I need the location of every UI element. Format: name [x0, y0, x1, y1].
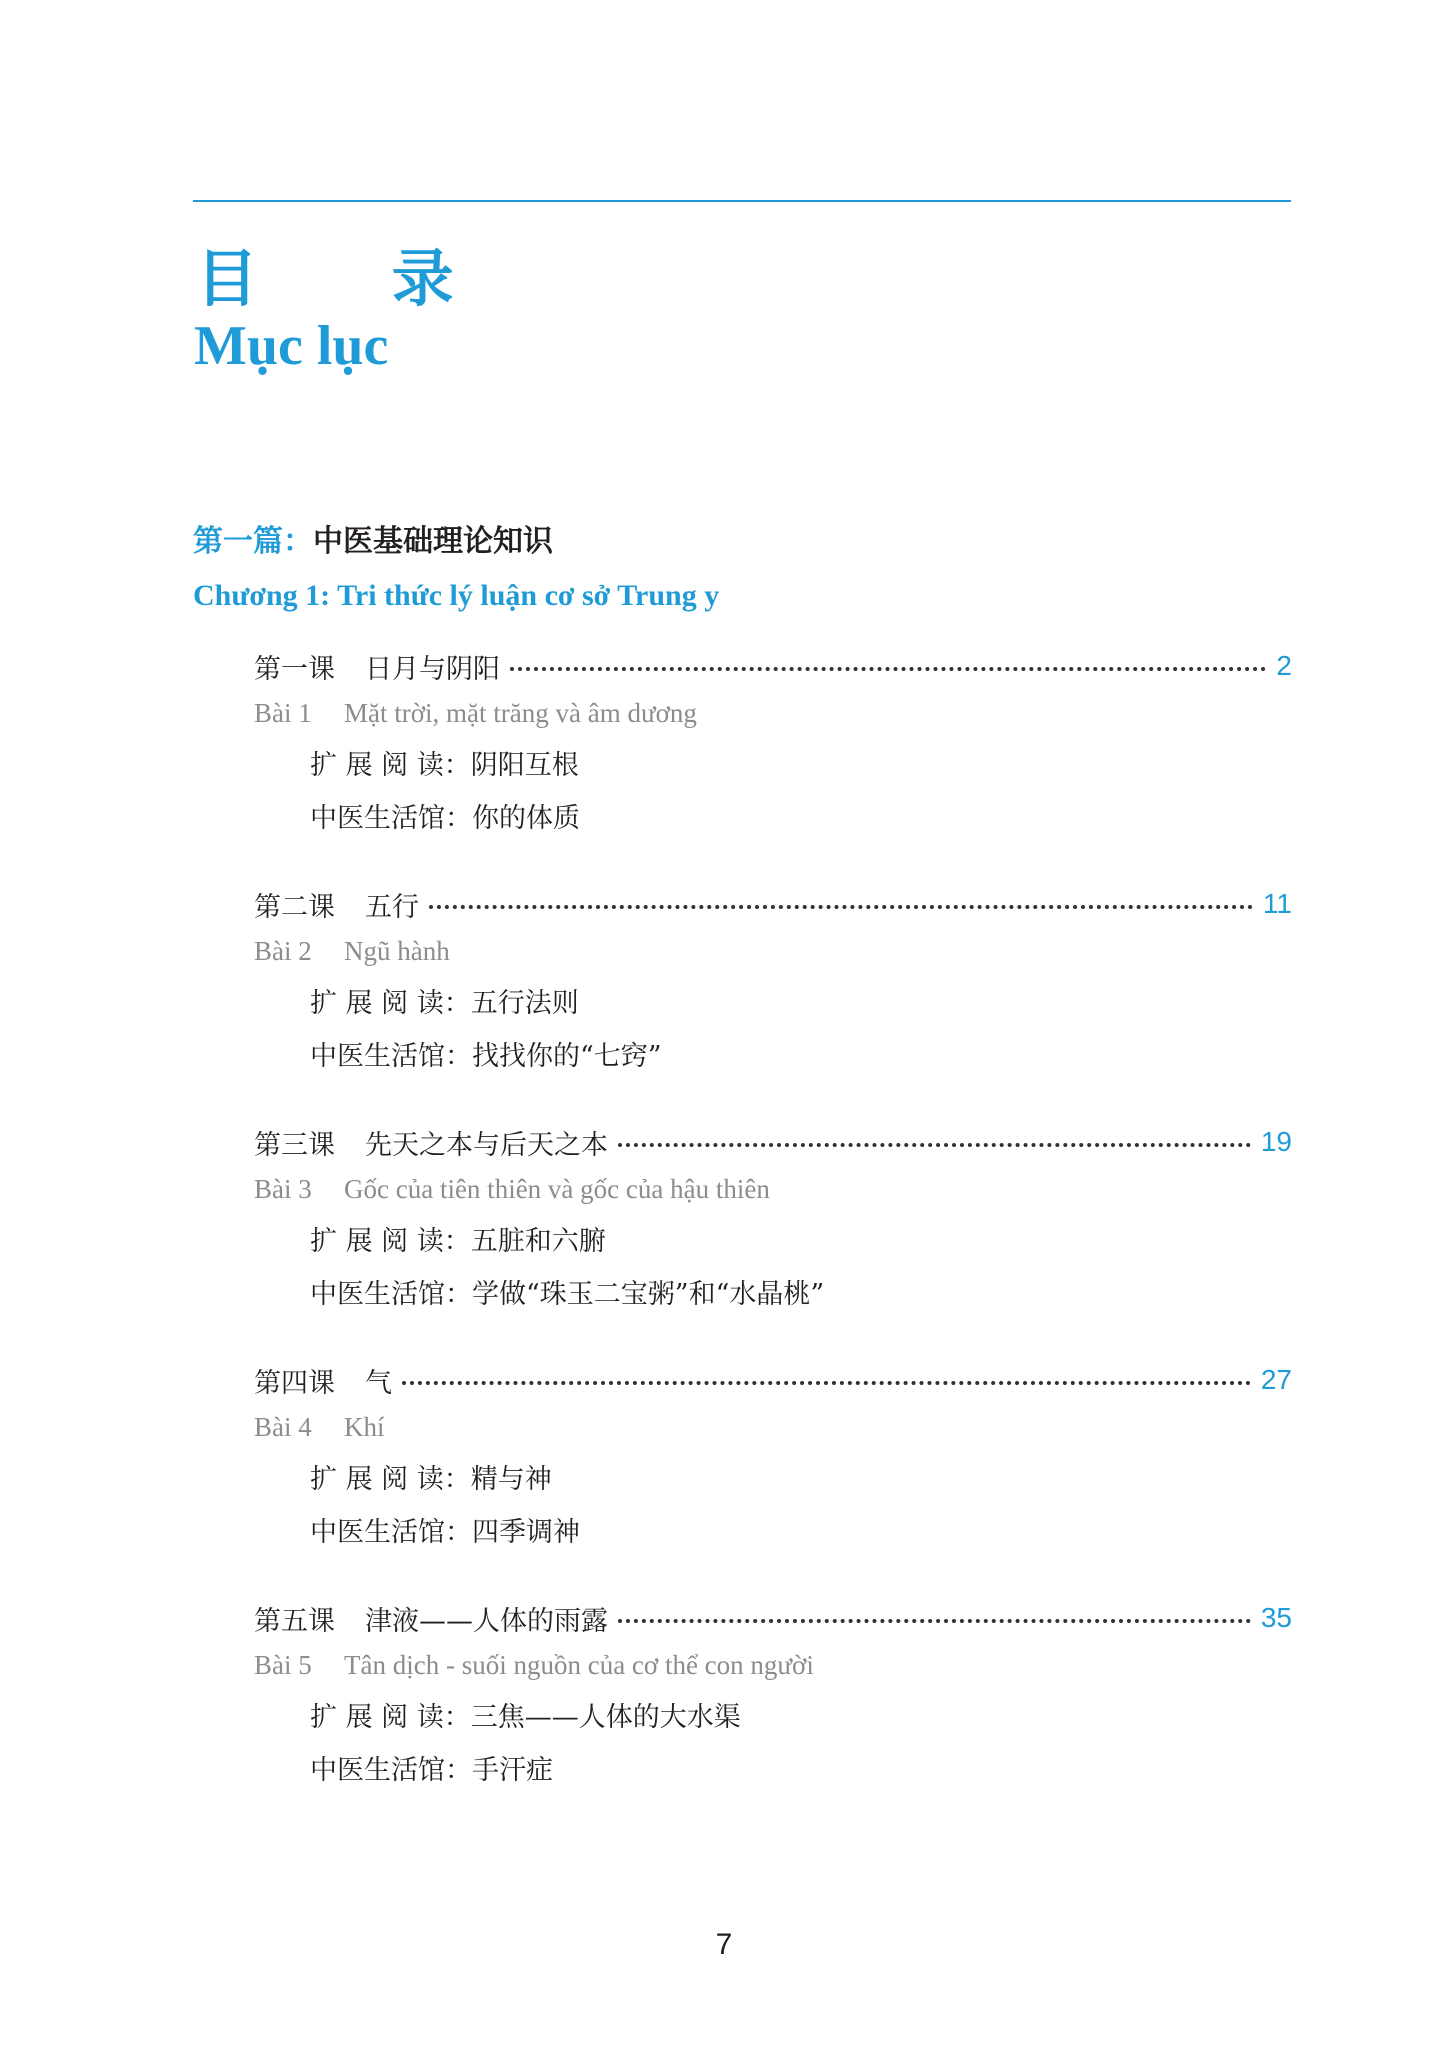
extended-reading-title: 三焦——人体的大水渠	[470, 1702, 741, 1733]
extended-reading-title: 阴阳互根	[470, 750, 579, 781]
extended-reading-item	[310, 1224, 606, 1260]
chapter-heading-zh	[193, 522, 553, 562]
tcm-life-label: 中医生活馆：	[310, 803, 472, 834]
page-number-link[interactable]: 11	[1262, 888, 1292, 919]
tcm-life-item	[310, 1039, 662, 1075]
lesson-number-vi: Bài 1	[254, 698, 312, 728]
lesson-title-zh: 气	[365, 1367, 392, 1399]
toc-entry-lesson-2[interactable]	[254, 884, 1294, 1124]
tcm-life-title: 手汗症	[472, 1755, 553, 1786]
tcm-life-label: 中医生活馆：	[310, 1517, 472, 1548]
extended-reading-label: 扩 展 阅 读：	[310, 1226, 471, 1257]
lesson-number-zh: 第二课	[254, 891, 335, 923]
lesson-heading[interactable]	[254, 1122, 1292, 1162]
lesson-heading[interactable]	[254, 646, 1292, 686]
lesson-title-zh: 先天之本与后天之本	[365, 1129, 608, 1161]
toc-entry-lesson-1[interactable]	[254, 646, 1294, 886]
tcm-life-label: 中医生活馆：	[310, 1755, 472, 1786]
chapter-title-zh: 中医基础理论知识	[313, 524, 553, 559]
lesson-title-vi: Mặt trời, mặt trăng và âm dương	[344, 698, 697, 728]
lesson-number-vi: Bài 5	[254, 1650, 312, 1680]
tcm-life-item	[310, 801, 580, 837]
lesson-heading-vi	[254, 1174, 770, 1205]
tcm-life-item	[310, 1277, 824, 1313]
lesson-heading[interactable]	[254, 1598, 1292, 1638]
lesson-title-vi: Gốc của tiên thiên và gốc của hậu thiên	[344, 1174, 770, 1204]
lesson-number-vi: Bài 4	[254, 1412, 312, 1442]
lesson-heading-vi	[254, 936, 450, 967]
lesson-number-zh: 第三课	[254, 1129, 335, 1161]
toc-entry-lesson-3[interactable]	[254, 1122, 1294, 1362]
lesson-title-zh: 五行	[365, 891, 419, 923]
extended-reading-item	[310, 986, 579, 1022]
page-number-link[interactable]: 2	[1276, 650, 1292, 681]
tcm-life-title: 四季调神	[472, 1517, 580, 1548]
extended-reading-label: 扩 展 阅 读：	[310, 1464, 471, 1495]
lesson-title-vi: Ngũ hành	[344, 936, 450, 966]
lesson-heading[interactable]	[254, 884, 1292, 924]
lesson-number-vi: Bài 2	[254, 936, 312, 966]
page-number-link[interactable]: 19	[1260, 1126, 1292, 1157]
extended-reading-item	[310, 1700, 741, 1736]
dot-leader	[618, 1619, 1251, 1623]
dot-leader	[402, 1381, 1251, 1385]
page-number-link[interactable]: 27	[1260, 1364, 1292, 1395]
tcm-life-title: 你的体质	[472, 803, 580, 834]
page-number-link[interactable]: 35	[1260, 1602, 1292, 1633]
toc-entry-lesson-5[interactable]	[254, 1598, 1294, 1838]
tcm-life-item	[310, 1515, 580, 1551]
extended-reading-title: 精与神	[470, 1464, 552, 1495]
tcm-life-label: 中医生活馆：	[310, 1041, 472, 1072]
page-title-zh: 目 录	[196, 242, 510, 315]
page-number: 7	[715, 1928, 733, 1961]
chapter-prefix: 第一篇：	[193, 524, 313, 559]
toc-entry-lesson-4[interactable]	[254, 1360, 1294, 1600]
lesson-heading-vi	[254, 698, 697, 729]
extended-reading-title: 五脏和六腑	[470, 1226, 606, 1257]
lesson-number-vi: Bài 3	[254, 1174, 312, 1204]
tcm-life-item	[310, 1753, 553, 1789]
chapter-heading-vi: Chương 1: Tri thức lý luận cơ sở Trung y	[193, 579, 720, 612]
dot-leader	[429, 905, 1253, 909]
tcm-life-title: 学做“珠玉二宝粥”和“水晶桃”	[472, 1279, 825, 1310]
extended-reading-label: 扩 展 阅 读：	[310, 1702, 471, 1733]
extended-reading-label: 扩 展 阅 读：	[310, 988, 471, 1019]
tcm-life-title: 找找你的“七窍”	[472, 1041, 662, 1072]
lesson-heading-vi	[254, 1412, 385, 1443]
lesson-title-zh: 津液——人体的雨露	[365, 1605, 608, 1637]
top-divider	[193, 200, 1291, 202]
lesson-number-zh: 第一课	[254, 653, 335, 685]
tcm-life-label: 中医生活馆：	[310, 1279, 472, 1310]
extended-reading-item	[310, 1462, 552, 1498]
lesson-title-vi: Tân dịch - suối nguồn của cơ thể con người	[344, 1650, 814, 1680]
extended-reading-label: 扩 展 阅 读：	[310, 750, 471, 781]
extended-reading-item	[310, 748, 579, 784]
lesson-number-zh: 第四课	[254, 1367, 335, 1399]
lesson-title-vi: Khí	[344, 1412, 385, 1442]
lesson-heading[interactable]	[254, 1360, 1292, 1400]
dot-leader	[618, 1143, 1251, 1147]
page-title-vi: Mục lục	[194, 315, 389, 377]
lesson-heading-vi	[254, 1650, 814, 1681]
extended-reading-title: 五行法则	[470, 988, 579, 1019]
dot-leader	[510, 667, 1266, 671]
lesson-title-zh: 日月与阴阳	[365, 653, 500, 685]
lesson-number-zh: 第五课	[254, 1605, 335, 1637]
